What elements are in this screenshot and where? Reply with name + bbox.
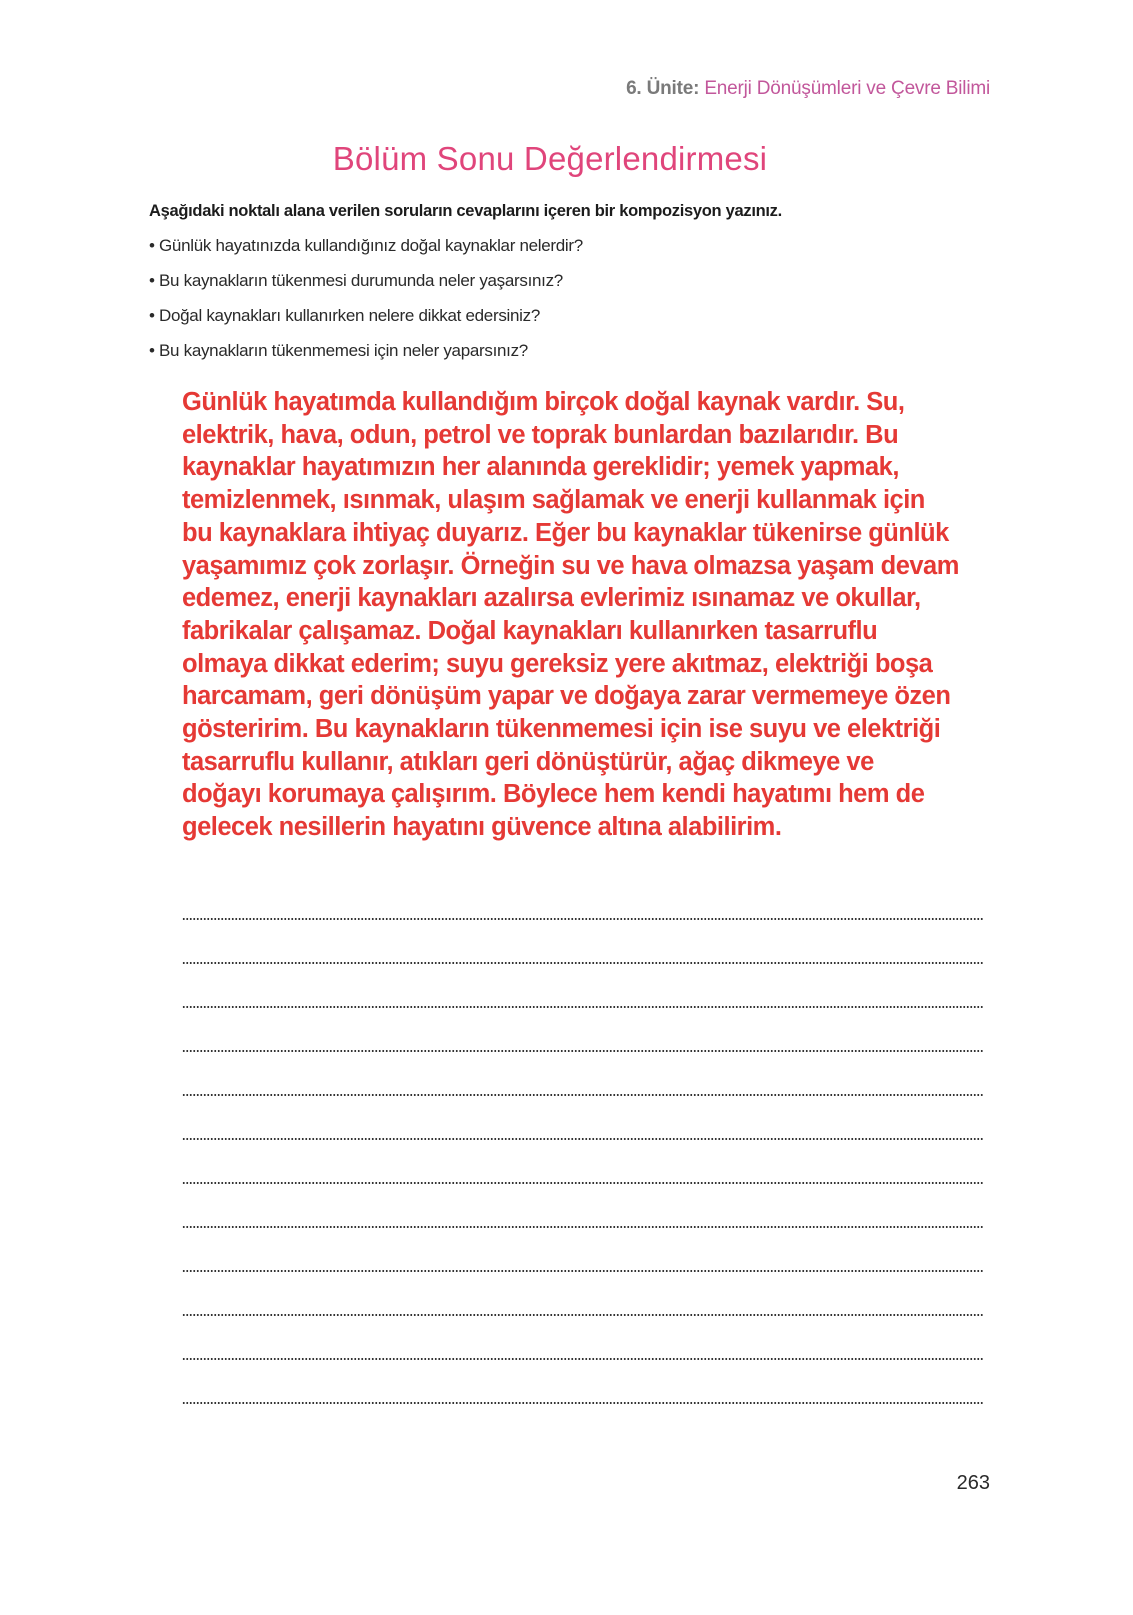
running-header xyxy=(626,78,990,100)
question-text: Günlük hayatınızda kullandığınız doğal kaynaklar nelerdir? xyxy=(159,236,583,255)
bullet-icon: • xyxy=(149,236,155,255)
question-item xyxy=(149,270,583,305)
unit-label: 6. Ünite: xyxy=(626,78,700,99)
answer-line: harcamam, geri dönüşüm yapar ve doğaya zarar vermemeye özen xyxy=(182,682,951,711)
answer-line: yaşamımız çok zorlaşır. Örneğin su ve hava olmazsa yaşam devam xyxy=(182,551,959,580)
dotted-line[interactable] xyxy=(182,1182,984,1184)
question-item xyxy=(149,305,583,340)
dotted-writing-area[interactable] xyxy=(182,918,984,1446)
answer-line: tasarruflu kullanır, atıkları geri dönüştürür, ağaç dikmeye ve xyxy=(182,747,874,776)
question-item xyxy=(149,340,583,375)
dotted-line[interactable] xyxy=(182,1314,984,1316)
dotted-line[interactable] xyxy=(182,1358,984,1360)
dotted-line[interactable] xyxy=(182,1402,984,1404)
answer-line: olmaya dikkat ederim; suyu gereksiz yere akıtmaz, elektriği boşa xyxy=(182,649,933,678)
question-text: Doğal kaynakları kullanırken nelere dikkat edersiniz? xyxy=(159,306,540,325)
answer-line: edemez, enerji kaynakları azalırsa evlerimiz ısınamaz ve okullar, xyxy=(182,584,921,613)
dotted-line[interactable] xyxy=(182,962,984,964)
answer-line: bu kaynaklara ihtiyaç duyarız. Eğer bu kaynaklar tükenirse günlük xyxy=(182,518,949,547)
bullet-icon: • xyxy=(149,306,155,325)
dotted-line[interactable] xyxy=(182,1006,984,1008)
answer-line: Günlük hayatımda kullandığım birçok doğal kaynak vardır. Su, xyxy=(182,388,905,416)
dotted-line[interactable] xyxy=(182,1050,984,1052)
answer-line: elektrik, hava, odun, petrol ve toprak bunlardan bazılarıdır. Bu xyxy=(182,420,899,449)
page-number: 263 xyxy=(956,1472,990,1494)
question-text: Bu kaynakların tükenmesi durumunda neler yaşarsınız? xyxy=(159,271,563,290)
answer-line: kaynaklar hayatımızın her alanında gereklidir; yemek yapmak, xyxy=(182,453,899,482)
answer-line: fabrikalar çalışamaz. Doğal kaynakları kullanırken tasarruflu xyxy=(182,616,878,645)
bullet-icon: • xyxy=(149,341,155,360)
instruction-text: Aşağıdaki noktalı alana verilen soruların cevaplarını içeren bir kompozisyon yazınız. xyxy=(149,202,782,220)
dotted-line[interactable] xyxy=(182,1094,984,1096)
answer-line: doğayı korumaya çalışırım. Böylece hem kendi hayatımı hem de xyxy=(182,780,925,809)
dotted-line[interactable] xyxy=(182,918,984,920)
question-text: Bu kaynakların tükenmemesi için neler yaparsınız? xyxy=(159,341,528,360)
answer-line: temizlenmek, ısınmak, ulaşım sağlamak ve enerji kullanmak için xyxy=(182,486,925,515)
dotted-line[interactable] xyxy=(182,1138,984,1140)
unit-title: Enerji Dönüşümleri ve Çevre Bilimi xyxy=(704,78,990,99)
answer-line: gösteririm. Bu kaynakların tükenmemesi için ise suyu ve elektriği xyxy=(182,715,941,744)
dotted-line[interactable] xyxy=(182,1226,984,1228)
section-title: Bölüm Sonu Değerlendirmesi xyxy=(332,140,768,177)
bullet-icon: • xyxy=(149,271,155,290)
question-list xyxy=(149,235,583,375)
question-item xyxy=(149,235,583,270)
answer-composition xyxy=(182,386,992,844)
dotted-line[interactable] xyxy=(182,1270,984,1272)
answer-line: gelecek nesillerin hayatını güvence altına alabilirim. xyxy=(182,813,782,842)
